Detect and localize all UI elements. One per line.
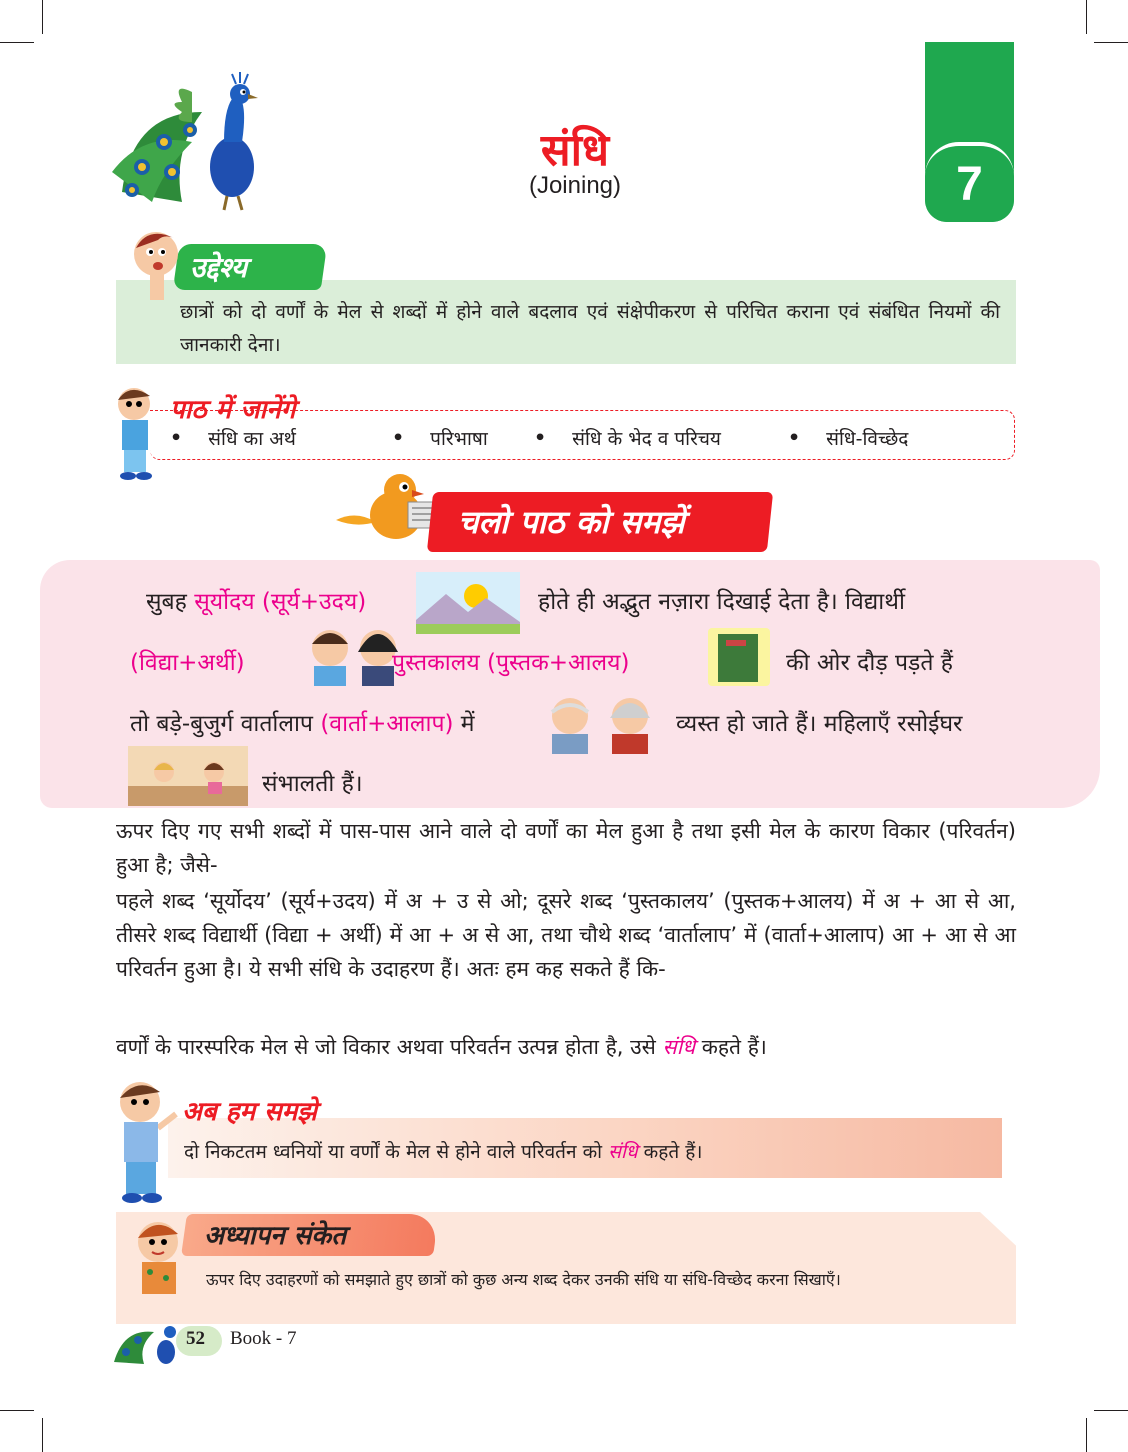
teaching-hint-label: अध्यापन संकेत [204,1221,347,1251]
passage-line-1 [146,584,366,616]
learn-item-label: संधि का अर्थ [208,428,296,450]
passage-text: व्यस्त हो जाते हैं। महिलाएँ रसोईघर [676,711,963,737]
definition-term: संधि [662,1035,696,1059]
book-label: Book - 7 [230,1328,297,1349]
peacock-icon [114,1322,184,1366]
bullet-icon: • [534,427,547,449]
learn-label: पाठ में जानेंगे [170,395,296,425]
understand-label: चलो पाठ को समझें [458,503,685,541]
passage-text: तो बड़े-बुजुर्ग वार्तालाप [130,711,314,737]
passage-highlight: पुस्तकालय (पुस्तक+आलय) [392,650,630,676]
crop-mark [1086,1418,1087,1452]
summary-term: संधि [608,1141,638,1163]
chapter-title: संधि [540,125,610,176]
list-item [392,425,534,451]
crop-mark [42,1418,43,1452]
crop-mark [0,42,34,43]
elders-illustration [538,692,662,754]
summary-text-part: दो निकटतम ध्वनियों या वर्णों के मेल से होने वाले परिवर्तन को [184,1141,603,1163]
teaching-hint-text: ऊपर दिए उदाहरणों को समझाते हुए छात्रों को कुछ अन्य शब्द देकर उनकी संधि या संधि-विच्छेद करना सिखाएँ। [206,1270,841,1289]
body-paragraph-2: पहले शब्द ‘सूर्योदय’ (सूर्य+उदय) में अ + उ से ओ; दूसरे शब्द ‘पुस्तकालय’ (पुस्तक+आलय) में अ + आ से आ, तीसरे शब्द विद्यार्थी (विद्या + अर्थी) में आ + अ से आ, तथा चौथे शब्द ‘वार्तालाप’ में (वार्ता+आलाप) आ + आ से आ परिवर्तन हुआ है। ये सभी संधि के उदाहरण हैं। अतः हम कह सकते हैं कि- [116,889,1016,981]
passage-highlight: सूर्योदय (सूर्य+उदय) [194,589,367,615]
learn-item-label: संधि के भेद व परिचय [572,428,721,450]
passage-line-3 [130,706,475,738]
boy-pointing-illustration [112,384,162,480]
list-item [534,425,788,451]
chapter-number: 7 [925,142,1014,222]
crop-mark [1094,1410,1128,1411]
body-paragraph-1: ऊपर दिए गए सभी शब्दों में पास-पास आने वाले दो वर्णों का मेल हुआ है तथा इसी मेल के कारण विकार (परिवर्तन) हुआ है; जैसे- [116,819,1016,877]
passage-text: में [460,711,475,737]
learn-item-label: परिभाषा [430,428,488,450]
bullet-icon: • [788,427,801,449]
crop-mark [1086,0,1087,34]
body-paragraph-3 [116,1030,1016,1064]
page-number: 52 [186,1328,205,1349]
passage-highlight: (वार्ता+आलाप) [320,711,454,737]
crop-mark [0,1410,34,1411]
learn-item-label: संधि-विच्छेद [826,428,909,450]
boy-pointing-illustration [112,1078,178,1206]
passage-text: होते ही अद्भुत नज़ारा दिखाई देता है। विद्यार्थी [538,589,905,615]
passage-text: संभालती हैं। [262,771,363,797]
learn-list [170,425,970,451]
crop-mark [1094,42,1128,43]
boy-waving-illustration [130,1216,190,1294]
crop-mark [42,0,43,34]
sunrise-illustration [416,572,520,634]
objective-text: छात्रों को दो वर्णों के मेल से शब्दों में होने वाले बदलाव एवं संक्षेपीकरण से परिचित कराना एवं संबंधित नियमों की जानकारी देना। [180,301,1000,356]
definition-text: कहते हैं। [701,1035,767,1059]
passage-highlight: (विद्या+अर्थी) [130,650,245,676]
objective-label: उद्देश्य [190,251,248,284]
bullet-icon: • [170,427,183,449]
book-illustration [704,624,774,690]
kitchen-illustration [128,746,248,806]
passage-text: सुबह [146,589,187,615]
list-item [170,425,392,451]
passage-text: की ओर दौड़ पड़ते हैं [786,650,953,676]
summary-text [184,1138,702,1164]
definition-text: वर्णों के पारस्परिक मेल से जो विकार अथवा परिवर्तन उत्पन्न होता है, उसे [116,1035,656,1059]
chapter-subtitle: (Joining) [528,172,622,199]
boy-thinking-illustration [128,226,188,300]
bullet-icon: • [392,427,405,449]
summary-label: अब हम समझे [182,1097,317,1127]
summary-text-part: कहते हैं। [643,1141,703,1163]
peacock-illustration [112,72,272,212]
list-item [788,425,968,451]
